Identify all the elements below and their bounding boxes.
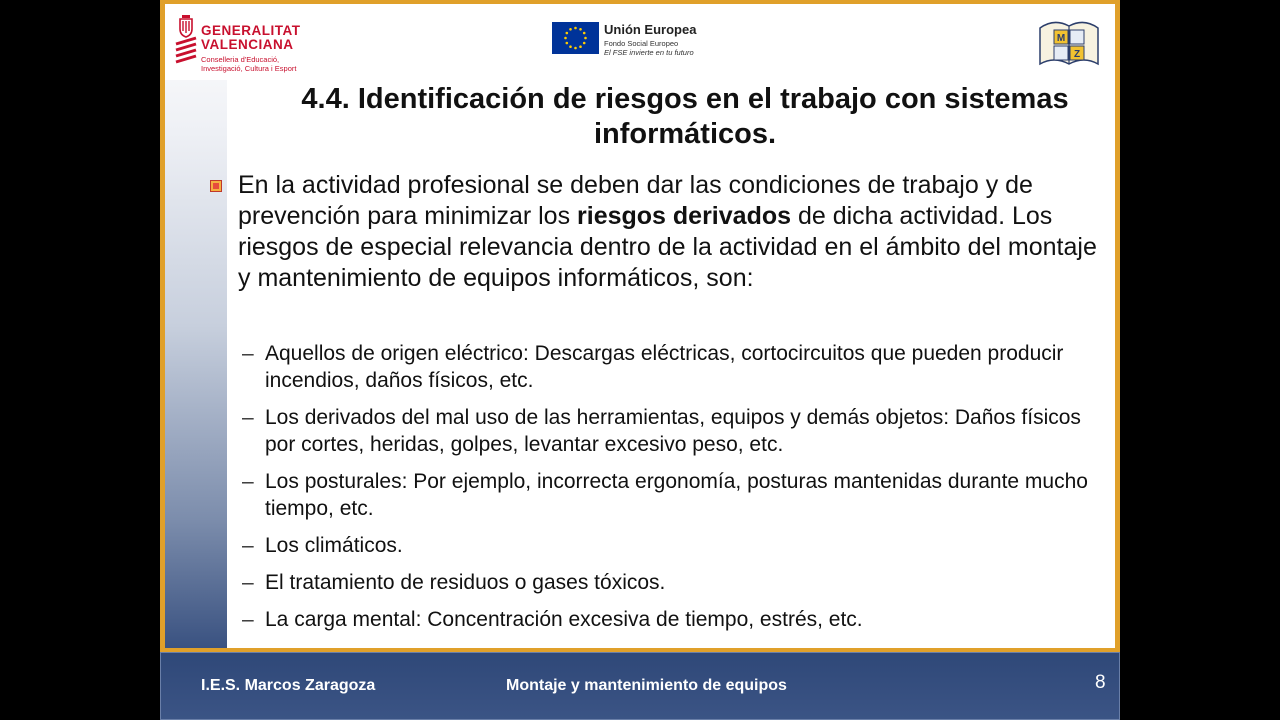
list-item — [240, 606, 1100, 633]
mz-school-logo-icon — [1036, 14, 1102, 66]
intro-text-bold: riesgos derivados — [577, 202, 792, 230]
eu-title: Unión Europea — [604, 22, 697, 37]
list-item-text: La carga mental: Concentración excesiva de tiempo, estrés, etc. — [265, 608, 863, 631]
list-item-text: Los posturales: Por ejemplo, incorrecta ergonomía, posturas mantenidas durante mucho tiempo, etc. — [265, 470, 1088, 520]
list-item — [240, 569, 1100, 596]
eu-logo — [552, 22, 732, 58]
dash-marker: – — [242, 342, 254, 365]
slide-footer — [160, 652, 1120, 720]
square-bullet-icon — [210, 180, 222, 192]
page-number: 8 — [1095, 672, 1106, 693]
eu-flag-icon — [552, 22, 599, 54]
footer-course-name: Montaje y mantenimiento de equipos — [506, 677, 787, 694]
dash-marker: – — [242, 406, 254, 429]
list-item — [240, 468, 1100, 522]
list-item — [240, 340, 1100, 394]
generalitat-subtitle-line1: Conselleria d'Educació, — [201, 55, 280, 64]
generalitat-emblem-icon — [174, 14, 198, 66]
eu-subtitle: Fondo Social Europeo — [604, 39, 679, 48]
risk-list — [240, 340, 1100, 643]
list-item — [240, 404, 1100, 458]
intro-text-end: de dicha actividad. Los riesgos de especial relevancia dentro de la actividad en el ámbito del montaje y mantenimiento de equipos informáticos, son: — [238, 202, 1097, 292]
dash-marker: – — [242, 534, 254, 557]
intro-text-start: En la actividad profesional se deben dar las condiciones de trabajo y de prevención para minimizar los — [238, 171, 1033, 230]
footer-school-name: I.E.S. Marcos Zaragoza — [201, 677, 376, 694]
generalitat-title-line2: VALENCIANA — [201, 37, 294, 52]
intro-paragraph — [238, 170, 1108, 294]
list-item — [240, 532, 1100, 559]
list-item-text: Los climáticos. — [265, 534, 403, 557]
mz-letter-z: Z — [1073, 49, 1081, 60]
generalitat-title-line1: GENERALITAT — [201, 23, 301, 38]
dash-marker: – — [242, 608, 254, 631]
list-item-text: El tratamiento de residuos o gases tóxicos. — [265, 571, 666, 594]
mz-letter-m: M — [1056, 33, 1066, 44]
dash-marker: – — [242, 470, 254, 493]
generalitat-subtitle-line2: Investigació, Cultura i Esport — [201, 64, 297, 73]
generalitat-logo — [174, 14, 314, 78]
eu-motto: El FSE invierte en tu futuro — [604, 48, 694, 57]
list-item-text: Los derivados del mal uso de las herramientas, equipos y demás objetos: Daños físicos por cortes, heridas, golpes, levantar excesivo peso, etc. — [265, 406, 1081, 456]
slide-title: 4.4. Identificación de riesgos en el trabajo con sistemas informáticos. — [301, 83, 1069, 150]
list-item-text: Aquellos de origen eléctrico: Descargas eléctricas, cortocircuitos que pueden producir incendios, daños físicos, etc. — [265, 342, 1064, 392]
dash-marker: – — [242, 571, 254, 594]
